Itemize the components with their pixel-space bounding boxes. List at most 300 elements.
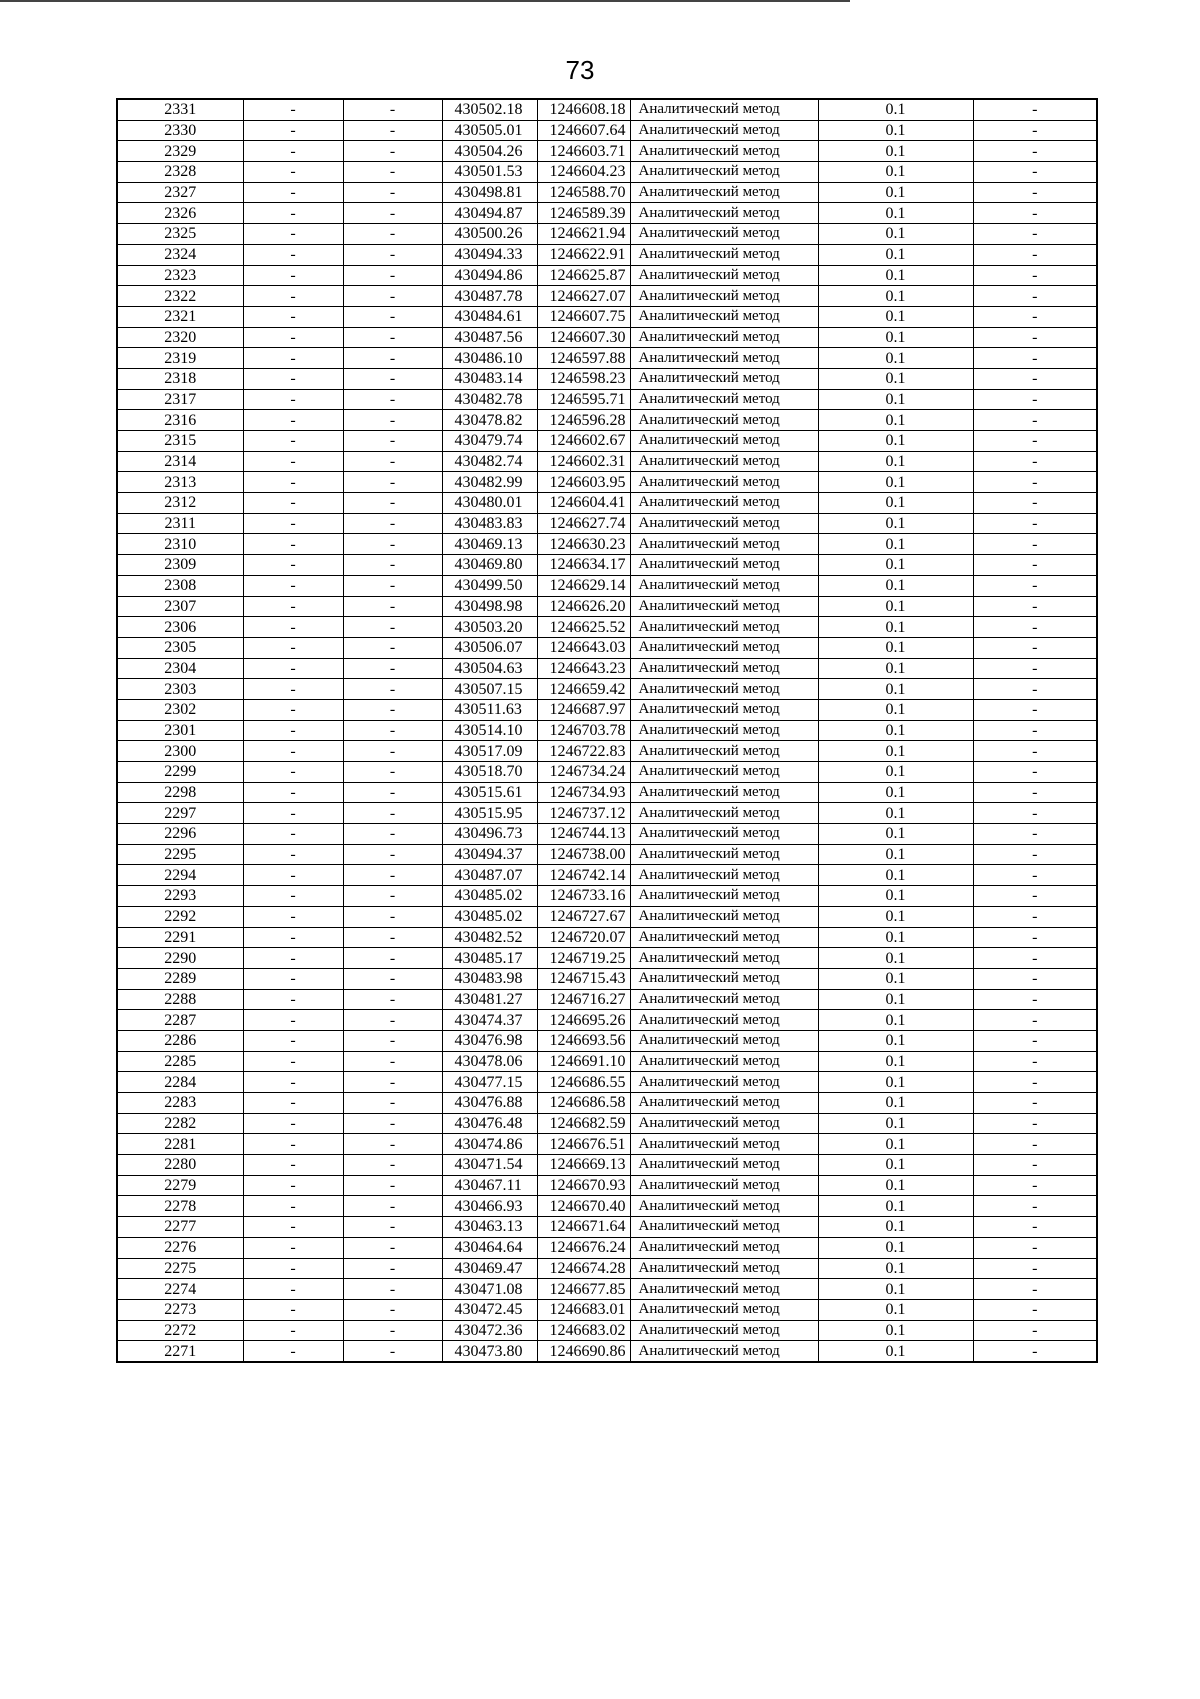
method-cell: Аналитический метод [630,1320,818,1341]
x-coordinate-cell: 430484.61 [442,306,537,327]
dash-cell-b: - [343,244,442,265]
dash-cell-b: - [343,886,442,907]
extra-cell: - [973,1279,1097,1300]
extra-cell: - [973,224,1097,245]
method-cell: Аналитический метод [630,679,818,700]
method-cell: Аналитический метод [630,472,818,493]
accuracy-cell: 0.1 [818,389,973,410]
x-coordinate-cell: 430481.27 [442,989,537,1010]
x-coordinate-cell: 430471.54 [442,1155,537,1176]
dash-cell-b: - [343,1217,442,1238]
point-number-cell: 2315 [117,431,243,452]
extra-cell: - [973,120,1097,141]
table-row [117,1217,1097,1238]
dash-cell-a: - [243,162,343,183]
accuracy-cell: 0.1 [818,1320,973,1341]
point-number-cell: 2287 [117,1010,243,1031]
method-cell: Аналитический метод [630,244,818,265]
x-coordinate-cell: 430498.81 [442,182,537,203]
accuracy-cell: 0.1 [818,968,973,989]
method-cell: Аналитический метод [630,1010,818,1031]
dash-cell-a: - [243,886,343,907]
accuracy-cell: 0.1 [818,1051,973,1072]
x-coordinate-cell: 430482.52 [442,927,537,948]
point-number-cell: 2310 [117,534,243,555]
dash-cell-b: - [343,596,442,617]
extra-cell: - [973,927,1097,948]
table-row [117,865,1097,886]
x-coordinate-cell: 430469.47 [442,1258,537,1279]
y-coordinate-cell: 1246595.71 [537,389,630,410]
dash-cell-b: - [343,824,442,845]
method-cell: Аналитический метод [630,782,818,803]
table-row [117,824,1097,845]
method-cell: Аналитический метод [630,699,818,720]
x-coordinate-cell: 430474.86 [442,1134,537,1155]
dash-cell-b: - [343,1010,442,1031]
dash-cell-b: - [343,120,442,141]
table-row [117,658,1097,679]
y-coordinate-cell: 1246603.95 [537,472,630,493]
extra-cell: - [973,493,1097,514]
table-row [117,368,1097,389]
method-cell: Аналитический метод [630,1299,818,1320]
y-coordinate-cell: 1246602.67 [537,431,630,452]
dash-cell-b: - [343,989,442,1010]
dash-cell-b: - [343,679,442,700]
x-coordinate-cell: 430478.06 [442,1051,537,1072]
dash-cell-b: - [343,472,442,493]
table-row [117,989,1097,1010]
table-row [117,1072,1097,1093]
extra-cell: - [973,1237,1097,1258]
point-number-cell: 2319 [117,348,243,369]
accuracy-cell: 0.1 [818,906,973,927]
method-cell: Аналитический метод [630,1051,818,1072]
y-coordinate-cell: 1246607.30 [537,327,630,348]
dash-cell-a: - [243,1299,343,1320]
dash-cell-b: - [343,782,442,803]
dash-cell-a: - [243,741,343,762]
y-coordinate-cell: 1246686.55 [537,1072,630,1093]
table-row [117,782,1097,803]
extra-cell: - [973,265,1097,286]
x-coordinate-cell: 430487.07 [442,865,537,886]
dash-cell-b: - [343,265,442,286]
table-row [117,286,1097,307]
page-number: 73 [565,55,595,85]
x-coordinate-cell: 430482.78 [442,389,537,410]
table-row [117,720,1097,741]
point-number-cell: 2281 [117,1134,243,1155]
point-number-cell: 2278 [117,1196,243,1217]
y-coordinate-cell: 1246621.94 [537,224,630,245]
extra-cell: - [973,637,1097,658]
dash-cell-b: - [343,431,442,452]
x-coordinate-cell: 430503.20 [442,617,537,638]
accuracy-cell: 0.1 [818,348,973,369]
accuracy-cell: 0.1 [818,1072,973,1093]
method-cell: Аналитический метод [630,968,818,989]
x-coordinate-cell: 430487.78 [442,286,537,307]
dash-cell-a: - [243,286,343,307]
dash-cell-a: - [243,451,343,472]
point-number-cell: 2316 [117,410,243,431]
extra-cell: - [973,182,1097,203]
table-row [117,513,1097,534]
point-number-cell: 2291 [117,927,243,948]
dash-cell-b: - [343,1175,442,1196]
method-cell: Аналитический метод [630,1279,818,1300]
x-coordinate-cell: 430517.09 [442,741,537,762]
table-row [117,1093,1097,1114]
point-number-cell: 2289 [117,968,243,989]
point-number-cell: 2324 [117,244,243,265]
x-coordinate-cell: 430483.98 [442,968,537,989]
dash-cell-b: - [343,1155,442,1176]
point-number-cell: 2274 [117,1279,243,1300]
table-row [117,348,1097,369]
dash-cell-b: - [343,224,442,245]
dash-cell-a: - [243,1030,343,1051]
extra-cell: - [973,306,1097,327]
accuracy-cell: 0.1 [818,637,973,658]
dash-cell-a: - [243,1258,343,1279]
x-coordinate-cell: 430494.87 [442,203,537,224]
dash-cell-b: - [343,203,442,224]
y-coordinate-cell: 1246683.01 [537,1299,630,1320]
dash-cell-a: - [243,1175,343,1196]
x-coordinate-cell: 430507.15 [442,679,537,700]
method-cell: Аналитический метод [630,203,818,224]
x-coordinate-cell: 430500.26 [442,224,537,245]
y-coordinate-cell: 1246626.20 [537,596,630,617]
table-row [117,637,1097,658]
accuracy-cell: 0.1 [818,1237,973,1258]
x-coordinate-cell: 430518.70 [442,762,537,783]
dash-cell-b: - [343,1113,442,1134]
extra-cell: - [973,99,1097,120]
table-row [117,1279,1097,1300]
point-number-cell: 2299 [117,762,243,783]
method-cell: Аналитический метод [630,451,818,472]
dash-cell-b: - [343,927,442,948]
point-number-cell: 2330 [117,120,243,141]
x-coordinate-cell: 430483.83 [442,513,537,534]
y-coordinate-cell: 1246627.07 [537,286,630,307]
point-number-cell: 2288 [117,989,243,1010]
dash-cell-b: - [343,306,442,327]
table-row [117,265,1097,286]
accuracy-cell: 0.1 [818,1341,973,1362]
x-coordinate-cell: 430496.73 [442,824,537,845]
method-cell: Аналитический метод [630,265,818,286]
extra-cell: - [973,1030,1097,1051]
x-coordinate-cell: 430506.07 [442,637,537,658]
x-coordinate-cell: 430515.95 [442,803,537,824]
accuracy-cell: 0.1 [818,699,973,720]
x-coordinate-cell: 430482.99 [442,472,537,493]
extra-cell: - [973,658,1097,679]
dash-cell-a: - [243,368,343,389]
dash-cell-a: - [243,679,343,700]
point-number-cell: 2302 [117,699,243,720]
method-cell: Аналитический метод [630,389,818,410]
accuracy-cell: 0.1 [818,782,973,803]
method-cell: Аналитический метод [630,762,818,783]
method-cell: Аналитический метод [630,1217,818,1238]
extra-cell: - [973,948,1097,969]
dash-cell-a: - [243,141,343,162]
accuracy-cell: 0.1 [818,1175,973,1196]
extra-cell: - [973,162,1097,183]
extra-cell: - [973,989,1097,1010]
accuracy-cell: 0.1 [818,431,973,452]
dash-cell-b: - [343,493,442,514]
accuracy-cell: 0.1 [818,162,973,183]
y-coordinate-cell: 1246625.52 [537,617,630,638]
point-number-cell: 2301 [117,720,243,741]
x-coordinate-cell: 430477.15 [442,1072,537,1093]
accuracy-cell: 0.1 [818,1299,973,1320]
y-coordinate-cell: 1246690.86 [537,1341,630,1362]
point-number-cell: 2326 [117,203,243,224]
y-coordinate-cell: 1246643.03 [537,637,630,658]
accuracy-cell: 0.1 [818,824,973,845]
extra-cell: - [973,1299,1097,1320]
method-cell: Аналитический метод [630,306,818,327]
table-row [117,762,1097,783]
extra-cell: - [973,968,1097,989]
extra-cell: - [973,368,1097,389]
dash-cell-a: - [243,762,343,783]
dash-cell-a: - [243,637,343,658]
y-coordinate-cell: 1246715.43 [537,968,630,989]
table-row [117,1010,1097,1031]
dash-cell-a: - [243,824,343,845]
dash-cell-b: - [343,803,442,824]
x-coordinate-cell: 430515.61 [442,782,537,803]
y-coordinate-cell: 1246687.97 [537,699,630,720]
x-coordinate-cell: 430472.45 [442,1299,537,1320]
dash-cell-b: - [343,617,442,638]
y-coordinate-cell: 1246670.93 [537,1175,630,1196]
dash-cell-b: - [343,389,442,410]
accuracy-cell: 0.1 [818,865,973,886]
accuracy-cell: 0.1 [818,534,973,555]
point-number-cell: 2331 [117,99,243,120]
dash-cell-a: - [243,658,343,679]
dash-cell-a: - [243,1051,343,1072]
accuracy-cell: 0.1 [818,1258,973,1279]
dash-cell-a: - [243,968,343,989]
dash-cell-a: - [243,617,343,638]
point-number-cell: 2305 [117,637,243,658]
y-coordinate-cell: 1246674.28 [537,1258,630,1279]
method-cell: Аналитический метод [630,1341,818,1362]
method-cell: Аналитический метод [630,1237,818,1258]
accuracy-cell: 0.1 [818,120,973,141]
point-number-cell: 2318 [117,368,243,389]
table-row [117,141,1097,162]
dash-cell-a: - [243,575,343,596]
method-cell: Аналитический метод [630,1113,818,1134]
dash-cell-b: - [343,1341,442,1362]
x-coordinate-cell: 430494.33 [442,244,537,265]
y-coordinate-cell: 1246716.27 [537,989,630,1010]
extra-cell: - [973,886,1097,907]
method-cell: Аналитический метод [630,534,818,555]
x-coordinate-cell: 430476.98 [442,1030,537,1051]
y-coordinate-cell: 1246734.24 [537,762,630,783]
x-coordinate-cell: 430463.13 [442,1217,537,1238]
dash-cell-a: - [243,906,343,927]
y-coordinate-cell: 1246669.13 [537,1155,630,1176]
dash-cell-a: - [243,699,343,720]
y-coordinate-cell: 1246603.71 [537,141,630,162]
accuracy-cell: 0.1 [818,844,973,865]
dash-cell-a: - [243,844,343,865]
x-coordinate-cell: 430469.80 [442,555,537,576]
x-coordinate-cell: 430472.36 [442,1320,537,1341]
extra-cell: - [973,451,1097,472]
extra-cell: - [973,1093,1097,1114]
dash-cell-b: - [343,534,442,555]
x-coordinate-cell: 430505.01 [442,120,537,141]
x-coordinate-cell: 430485.17 [442,948,537,969]
point-number-cell: 2298 [117,782,243,803]
dash-cell-b: - [343,1320,442,1341]
table-row [117,451,1097,472]
dash-cell-a: - [243,1155,343,1176]
dash-cell-a: - [243,948,343,969]
point-number-cell: 2309 [117,555,243,576]
x-coordinate-cell: 430494.37 [442,844,537,865]
method-cell: Аналитический метод [630,1072,818,1093]
dash-cell-a: - [243,927,343,948]
dash-cell-b: - [343,699,442,720]
extra-cell: - [973,865,1097,886]
y-coordinate-cell: 1246737.12 [537,803,630,824]
x-coordinate-cell: 430487.56 [442,327,537,348]
table-row [117,534,1097,555]
method-cell: Аналитический метод [630,327,818,348]
y-coordinate-cell: 1246686.58 [537,1093,630,1114]
dash-cell-a: - [243,1134,343,1155]
dash-cell-b: - [343,906,442,927]
dash-cell-b: - [343,1258,442,1279]
table-row [117,1341,1097,1362]
extra-cell: - [973,327,1097,348]
table-row [117,431,1097,452]
method-cell: Аналитический метод [630,596,818,617]
point-number-cell: 2277 [117,1217,243,1238]
y-coordinate-cell: 1246693.56 [537,1030,630,1051]
x-coordinate-cell: 430499.50 [442,575,537,596]
table-row [117,162,1097,183]
accuracy-cell: 0.1 [818,741,973,762]
y-coordinate-cell: 1246602.31 [537,451,630,472]
dash-cell-b: - [343,658,442,679]
dash-cell-a: - [243,513,343,534]
y-coordinate-cell: 1246691.10 [537,1051,630,1072]
accuracy-cell: 0.1 [818,327,973,348]
x-coordinate-cell: 430498.98 [442,596,537,617]
extra-cell: - [973,596,1097,617]
dash-cell-a: - [243,989,343,1010]
method-cell: Аналитический метод [630,741,818,762]
y-coordinate-cell: 1246670.40 [537,1196,630,1217]
table-row [117,741,1097,762]
extra-cell: - [973,1155,1097,1176]
method-cell: Аналитический метод [630,162,818,183]
method-cell: Аналитический метод [630,948,818,969]
table-body [117,99,1097,1362]
extra-cell: - [973,286,1097,307]
y-coordinate-cell: 1246659.42 [537,679,630,700]
method-cell: Аналитический метод [630,803,818,824]
dash-cell-a: - [243,306,343,327]
point-number-cell: 2320 [117,327,243,348]
dash-cell-a: - [243,803,343,824]
x-coordinate-cell: 430485.02 [442,886,537,907]
dash-cell-b: - [343,99,442,120]
extra-cell: - [973,203,1097,224]
y-coordinate-cell: 1246744.13 [537,824,630,845]
coordinates-table [116,98,1098,1363]
y-coordinate-cell: 1246604.41 [537,493,630,514]
point-number-cell: 2282 [117,1113,243,1134]
dash-cell-b: - [343,141,442,162]
method-cell: Аналитический метод [630,865,818,886]
y-coordinate-cell: 1246720.07 [537,927,630,948]
method-cell: Аналитический метод [630,513,818,534]
table-row [117,472,1097,493]
accuracy-cell: 0.1 [818,989,973,1010]
y-coordinate-cell: 1246625.87 [537,265,630,286]
extra-cell: - [973,720,1097,741]
table-row [117,1113,1097,1134]
method-cell: Аналитический метод [630,120,818,141]
y-coordinate-cell: 1246588.70 [537,182,630,203]
accuracy-cell: 0.1 [818,575,973,596]
point-number-cell: 2276 [117,1237,243,1258]
y-coordinate-cell: 1246596.28 [537,410,630,431]
dash-cell-a: - [243,1341,343,1362]
extra-cell: - [973,762,1097,783]
method-cell: Аналитический метод [630,224,818,245]
point-number-cell: 2322 [117,286,243,307]
dash-cell-a: - [243,782,343,803]
accuracy-cell: 0.1 [818,286,973,307]
method-cell: Аналитический метод [630,493,818,514]
extra-cell: - [973,1258,1097,1279]
accuracy-cell: 0.1 [818,1217,973,1238]
dash-cell-a: - [243,99,343,120]
y-coordinate-cell: 1246719.25 [537,948,630,969]
accuracy-cell: 0.1 [818,596,973,617]
table-row [117,224,1097,245]
method-cell: Аналитический метод [630,1093,818,1114]
method-cell: Аналитический метод [630,99,818,120]
dash-cell-b: - [343,1134,442,1155]
point-number-cell: 2295 [117,844,243,865]
dash-cell-a: - [243,389,343,410]
dash-cell-a: - [243,1237,343,1258]
table-row [117,120,1097,141]
dash-cell-a: - [243,1279,343,1300]
dash-cell-a: - [243,1113,343,1134]
